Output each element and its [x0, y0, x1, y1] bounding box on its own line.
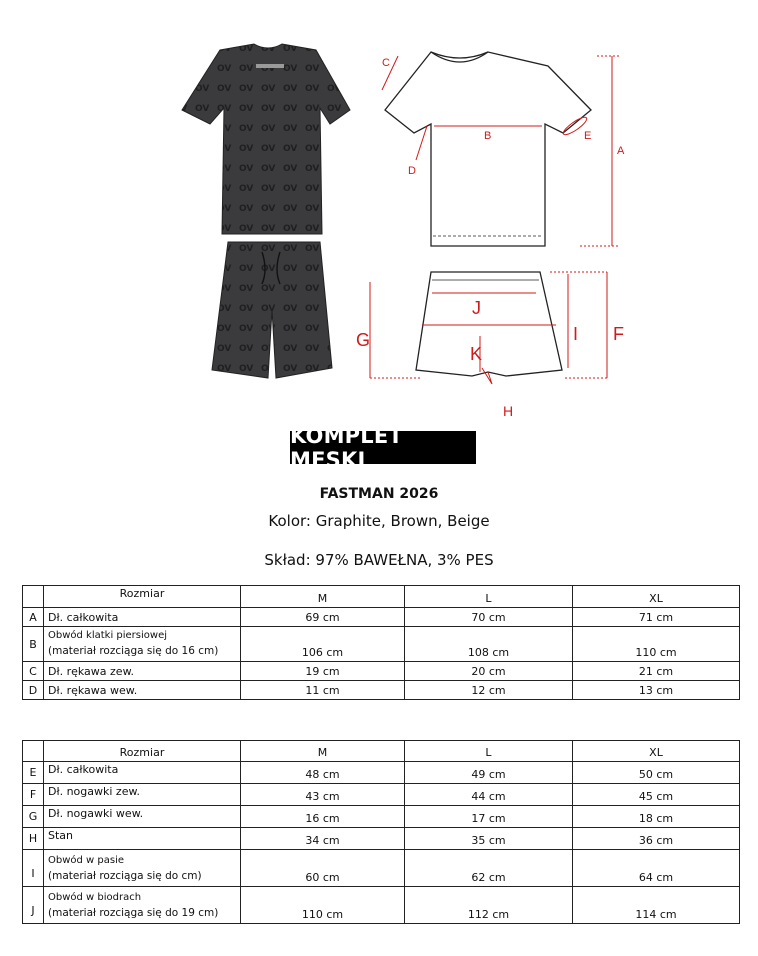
tshirt-photo — [182, 44, 350, 234]
label-k: K — [470, 344, 483, 364]
row-value: 21 cm — [573, 662, 740, 681]
label-i: I — [573, 324, 579, 344]
shorts-outline — [416, 272, 562, 376]
table-row — [23, 828, 740, 850]
label-f: F — [613, 324, 624, 344]
product-title: KOMPLET MĘSKI — [290, 431, 476, 464]
table-header-size: L — [405, 586, 573, 608]
label-e: E — [584, 130, 592, 142]
row-value: 44 cm — [405, 784, 573, 806]
row-letter: E — [23, 762, 44, 784]
row-name: Dł. całkowita — [44, 762, 241, 784]
label-h: H — [503, 403, 514, 418]
row-value: 34 cm — [241, 828, 405, 850]
row-note: (materiał rozciąga się do 19 cm) — [48, 907, 219, 919]
row-value: 16 cm — [241, 806, 405, 828]
row-letter: D — [23, 681, 44, 700]
shorts-photo — [212, 242, 332, 378]
row-value: 13 cm — [573, 681, 740, 700]
row-letter: F — [23, 784, 44, 806]
row-letter: A — [23, 608, 44, 627]
table-cell-empty — [23, 741, 44, 762]
row-value: 12 cm — [405, 681, 573, 700]
row-letter: H — [23, 828, 44, 850]
row-value: 35 cm — [405, 828, 573, 850]
row-name-cell — [44, 887, 241, 924]
size-table-tshirt — [22, 585, 740, 700]
table-row — [23, 681, 740, 700]
product-model: FASTMAN 2026 — [319, 486, 439, 502]
table-row — [23, 887, 740, 924]
row-name: Dł. rękawa zew. — [44, 662, 241, 681]
size-diagram — [170, 38, 640, 418]
table-header-label: Rozmiar — [44, 741, 241, 762]
label-j: J — [472, 298, 481, 318]
row-letter: C — [23, 662, 44, 681]
row-value: 48 cm — [241, 762, 405, 784]
table-row — [23, 850, 740, 887]
product-figure — [170, 38, 640, 418]
row-value: 110 cm — [573, 627, 740, 662]
row-name: Dł. rękawa wew. — [44, 681, 241, 700]
product-material: Skład: 97% BAWEŁNA, 3% PES — [264, 551, 494, 569]
row-value: 108 cm — [405, 627, 573, 662]
table-header-size: M — [241, 586, 405, 608]
label-b: B — [484, 130, 492, 142]
table-header-size: M — [241, 741, 405, 762]
table-header-row — [23, 741, 740, 762]
row-value: 62 cm — [405, 850, 573, 887]
row-value: 20 cm — [405, 662, 573, 681]
row-letter: I — [23, 850, 44, 887]
row-value: 49 cm — [405, 762, 573, 784]
label-g: G — [356, 330, 371, 350]
tshirt-outline — [385, 52, 591, 246]
row-value: 64 cm — [573, 850, 740, 887]
row-value: 50 cm — [573, 762, 740, 784]
table-row — [23, 762, 740, 784]
table-header-size: XL — [573, 586, 740, 608]
table-row — [23, 662, 740, 681]
row-value: 36 cm — [573, 828, 740, 850]
table-header-size: L — [405, 741, 573, 762]
row-value: 19 cm — [241, 662, 405, 681]
row-name: Obwód w biodrach — [48, 892, 142, 903]
row-value: 110 cm — [241, 887, 405, 924]
table-row — [23, 784, 740, 806]
row-value: 70 cm — [405, 608, 573, 627]
row-name-cell — [44, 850, 241, 887]
table-row — [23, 806, 740, 828]
size-table-shorts — [22, 740, 740, 924]
row-value: 11 cm — [241, 681, 405, 700]
row-value: 43 cm — [241, 784, 405, 806]
row-value: 18 cm — [573, 806, 740, 828]
row-note: (materiał rozciąga się do 16 cm) — [48, 645, 219, 657]
row-value: 69 cm — [241, 608, 405, 627]
row-value: 112 cm — [405, 887, 573, 924]
row-name: Dł. całkowita — [44, 608, 241, 627]
row-value: 71 cm — [573, 608, 740, 627]
row-letter: B — [23, 627, 44, 662]
product-color: Kolor: Graphite, Brown, Beige — [268, 512, 490, 530]
label-c: C — [382, 57, 390, 69]
row-letter: G — [23, 806, 44, 828]
row-value: 60 cm — [241, 850, 405, 887]
row-name: Dł. nogawki zew. — [44, 784, 241, 806]
row-value: 106 cm — [241, 627, 405, 662]
row-name: Dł. nogawki wew. — [44, 806, 241, 828]
label-a: A — [617, 145, 625, 157]
row-letter: J — [23, 887, 44, 924]
table-header-label: Rozmiar — [44, 586, 241, 608]
row-value: 114 cm — [573, 887, 740, 924]
table-header-size: XL — [573, 741, 740, 762]
table-row — [23, 608, 740, 627]
row-value: 17 cm — [405, 806, 573, 828]
row-name-cell — [44, 627, 241, 662]
tshirt-tag — [256, 64, 284, 68]
label-d: D — [408, 165, 416, 177]
row-value: 45 cm — [573, 784, 740, 806]
row-name: Stan — [44, 828, 241, 850]
table-row — [23, 627, 740, 662]
row-note: (materiał rozciąga się do cm) — [48, 870, 202, 882]
row-name: Obwód klatki piersiowej — [48, 630, 168, 641]
table-header-row — [23, 586, 740, 608]
table-cell-empty — [23, 586, 44, 608]
row-name: Obwód w pasie — [48, 855, 125, 866]
